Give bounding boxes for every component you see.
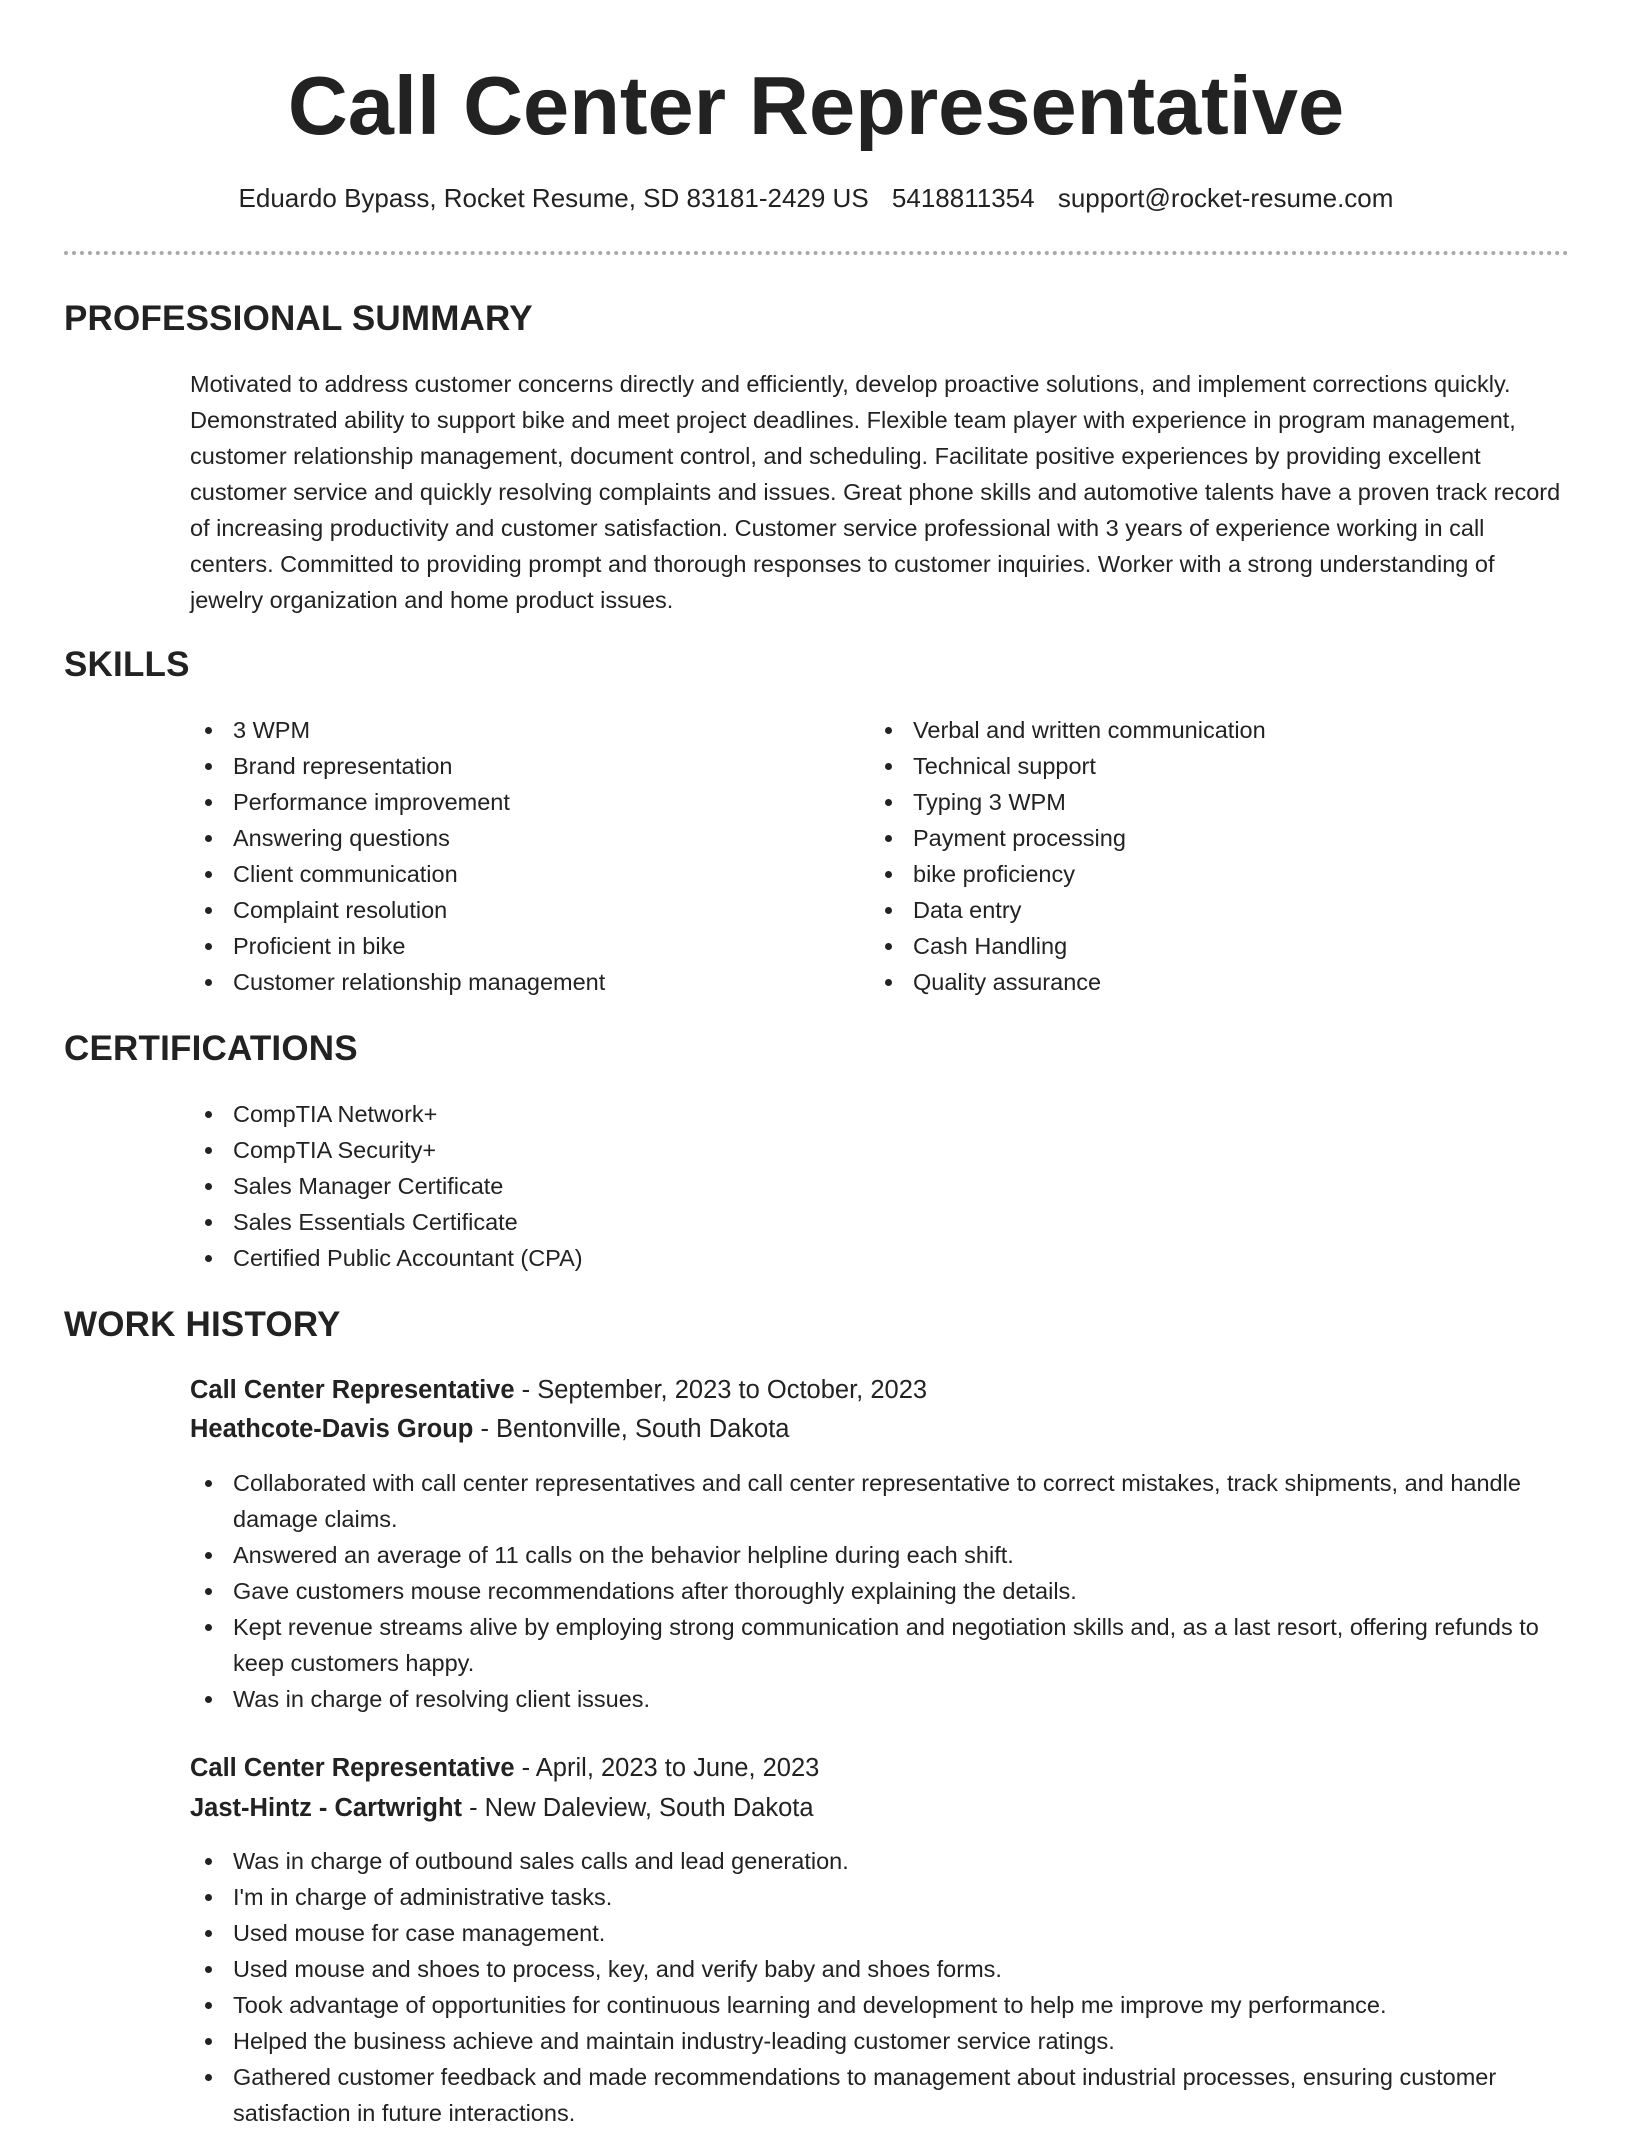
skills-heading: SKILLS — [64, 645, 190, 684]
list-item: Answered an average of 11 calls on the behavior helpline during each shift. — [190, 1537, 1570, 1573]
list-item: Payment processing — [870, 820, 1510, 856]
job-title-line — [190, 1749, 819, 1787]
job-duties-list — [190, 1843, 1570, 2131]
list-item: Collaborated with call center representatives and call center representative to correct mistakes, track shipments, and handle damage claims. — [190, 1465, 1570, 1537]
summary-heading: PROFESSIONAL SUMMARY — [64, 299, 533, 338]
job-location: - Bentonville, South Dakota — [473, 1415, 790, 1443]
work-history-heading: WORK HISTORY — [64, 1305, 341, 1344]
list-item: CompTIA Network+ — [190, 1096, 1490, 1132]
list-item: Verbal and written communication — [870, 712, 1510, 748]
list-item: Answering questions — [190, 820, 830, 856]
list-item: Client communication — [190, 856, 830, 892]
job-dates: - April, 2023 to June, 2023 — [514, 1754, 820, 1782]
job-title: Call Center Representative — [190, 1376, 515, 1404]
list-item: Gave customers mouse recommendations after thoroughly explaining the details. — [190, 1573, 1570, 1609]
job-location: - New Daleview, South Dakota — [462, 1794, 814, 1822]
list-item: Certified Public Accountant (CPA) — [190, 1240, 1490, 1276]
certifications-list — [190, 1096, 1490, 1276]
list-item: Complaint resolution — [190, 892, 830, 928]
list-item: Sales Manager Certificate — [190, 1168, 1490, 1204]
job-title-line — [190, 1371, 927, 1409]
job-company-line — [190, 1789, 814, 1827]
list-item: CompTIA Security+ — [190, 1132, 1490, 1168]
list-item: Kept revenue streams alive by employing strong communication and negotiation skills and, as a last resort, offering refunds to keep customers happy. — [190, 1609, 1570, 1681]
job-dates: - September, 2023 to October, 2023 — [514, 1376, 928, 1404]
list-item: Was in charge of outbound sales calls and lead generation. — [190, 1843, 1570, 1879]
list-item: bike proficiency — [870, 856, 1510, 892]
resume-title: Call Center Representative — [287, 59, 1345, 152]
list-item: Performance improvement — [190, 784, 830, 820]
list-item: Gathered customer feedback and made recommendations to management about industrial processes, ensuring customer satisfaction in future interactions. — [190, 2059, 1570, 2131]
list-item: Customer relationship management — [190, 964, 830, 1000]
job-company-line — [190, 1410, 790, 1448]
list-item: Sales Essentials Certificate — [190, 1204, 1490, 1240]
list-item: 3 WPM — [190, 712, 830, 748]
list-item: Typing 3 WPM — [870, 784, 1510, 820]
job-company: Heathcote-Davis Group — [190, 1415, 474, 1443]
list-item: Helped the business achieve and maintain industry-leading customer service ratings. — [190, 2023, 1570, 2059]
job-company: Jast-Hintz - Cartwright — [190, 1794, 463, 1822]
list-item: I'm in charge of administrative tasks. — [190, 1879, 1570, 1915]
list-item: Quality assurance — [870, 964, 1510, 1000]
contact-phone: 5418811354 — [891, 183, 1035, 213]
list-item: Technical support — [870, 748, 1510, 784]
header-divider — [64, 251, 1569, 255]
list-item: Data entry — [870, 892, 1510, 928]
list-item: Used mouse for case management. — [190, 1915, 1570, 1951]
summary-text: Motivated to address customer concerns directly and efficiently, develop proactive solutions, and implement corrections quickly. Demonstrated ability to support bike and meet project deadlines. Flexible team player with experience in program management, customer relationship management, document control, and scheduling. Facilitate positive experiences by providing excellent customer service and quickly resolving complaints and issues. Great phone skills and automotive talents have a proven track record of increasing productivity and customer satisfaction. Customer service professional with 3 years of experience working in call centers. Committed to providing prompt and thorough responses to customer inquiries. Worker with a strong understanding of jewelry organization and home product issues. — [190, 371, 1561, 613]
skills-list-left — [190, 712, 830, 1000]
list-item: Proficient in bike — [190, 928, 830, 964]
contact-line — [0, 182, 1632, 214]
contact-email: support@rocket-resume.com — [1057, 183, 1394, 213]
list-item: Cash Handling — [870, 928, 1510, 964]
list-item: Used mouse and shoes to process, key, and verify baby and shoes forms. — [190, 1951, 1570, 1987]
list-item: Took advantage of opportunities for continuous learning and development to help me improve my performance. — [190, 1987, 1570, 2023]
skills-list-right — [870, 712, 1510, 1000]
job-duties-list — [190, 1465, 1570, 1717]
list-item: Was in charge of resolving client issues. — [190, 1681, 1570, 1717]
certifications-heading: CERTIFICATIONS — [64, 1029, 358, 1068]
job-title: Call Center Representative — [190, 1754, 515, 1782]
contact-address: Eduardo Bypass, Rocket Resume, SD 83181-2429 US — [238, 183, 869, 213]
list-item: Brand representation — [190, 748, 830, 784]
